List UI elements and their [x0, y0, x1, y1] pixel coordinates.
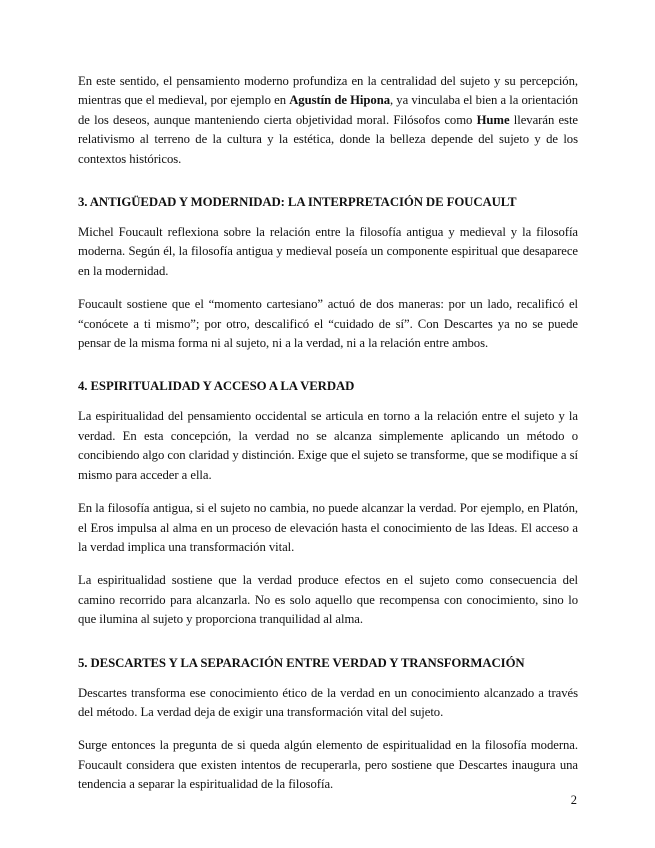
section-4-heading: 4. ESPIRITUALIDAD Y ACCESO A LA VERDAD: [78, 379, 355, 394]
intro-text-1: En este sentido, el pensamiento moderno profundiza en la centralidad del sujeto y su percepción, mientras que el medieval, por ejemplo en: [78, 74, 578, 108]
bold-name-agustin: Agustín de Hipona: [289, 93, 390, 108]
section-5-paragraph-2: Surge entonces la pregunta de si queda algún elemento de espiritualidad en la filosofía moderna. Foucault considera que existen intentos de recuperarla, pero sostiene que Descartes inaugura una tendencia a separar la espiritualidad de la filosofía.: [78, 738, 578, 792]
intro-text-3: llevarán este relativismo al terreno de la cultura y la estética, donde la belleza depende del sujeto y de los contextos históricos.: [78, 112, 579, 166]
section-3-paragraph-1: Michel Foucault reflexiona sobre la relación entre la filosofía antigua y medieval y la filosofía moderna. Según él, la filosofía antigua y medieval poseía un componente espiritual que desaparece en la modernidad.: [78, 225, 578, 278]
section-5-heading: 5. DESCARTES Y LA SEPARACIÓN ENTRE VERDAD Y TRANSFORMACIÓN: [78, 655, 525, 670]
section-5-paragraph-1: Descartes transforma ese conocimiento ético de la verdad en un conocimiento alcanzado a través del método. La verdad deja de exigir una transformación vital del sujeto.: [78, 685, 578, 719]
section-4-paragraph-2: En la filosofía antigua, si el sujeto no cambia, no puede alcanzar la verdad. Por ejemplo, en Platón, el Eros impulsa al alma en un proceso de elevación hasta el conocimiento de las Ideas. El acceso a la verdad implica una transformación vital.: [78, 501, 578, 554]
section-4-paragraph-1: La espiritualidad del pensamiento occidental se articula en torno a la relación entre el sujeto y la verdad. En esta concepción, la verdad no se alcanza simplemente aplicando un método o concibiendo algo con claridad y distinción. Exige que el sujeto se transforme, que se modifique a sí mismo para acceder a ella.: [78, 409, 578, 482]
section-3-paragraph-2: Foucault sostiene que el “momento cartesiano” actuó de dos maneras: por un lado, recalificó el “conócete a ti mismo”; por otro, descalificó el “cuidado de sí”. Con Descartes ya no se puede pensar de la misma forma ni al sujeto, ni a la verdad, ni a la relación entre ambos.: [78, 297, 578, 351]
intro-text-2: , ya vinculaba el bien a la orientación de los deseos, aunque manteniendo cierta objetividad moral. Filósofos como: [78, 93, 579, 127]
bold-name-hume: Hume: [476, 112, 510, 127]
section-3-heading: 3. ANTIGÜEDAD Y MODERNIDAD: LA INTERPRETACIÓN DE FOUCAULT: [78, 195, 517, 210]
page-content: [78, 72, 578, 809]
section-4-paragraph-3: La espiritualidad sostiene que la verdad produce efectos en el sujeto como consecuencia del camino recorrido para alcanzarla. No es solo aquello que recompensa con conocimiento, sino lo que ilumina al sujeto y proporciona tranquilidad al alma.: [78, 573, 578, 627]
page-number: 2: [570, 793, 577, 807]
intro-paragraph: [78, 72, 578, 169]
